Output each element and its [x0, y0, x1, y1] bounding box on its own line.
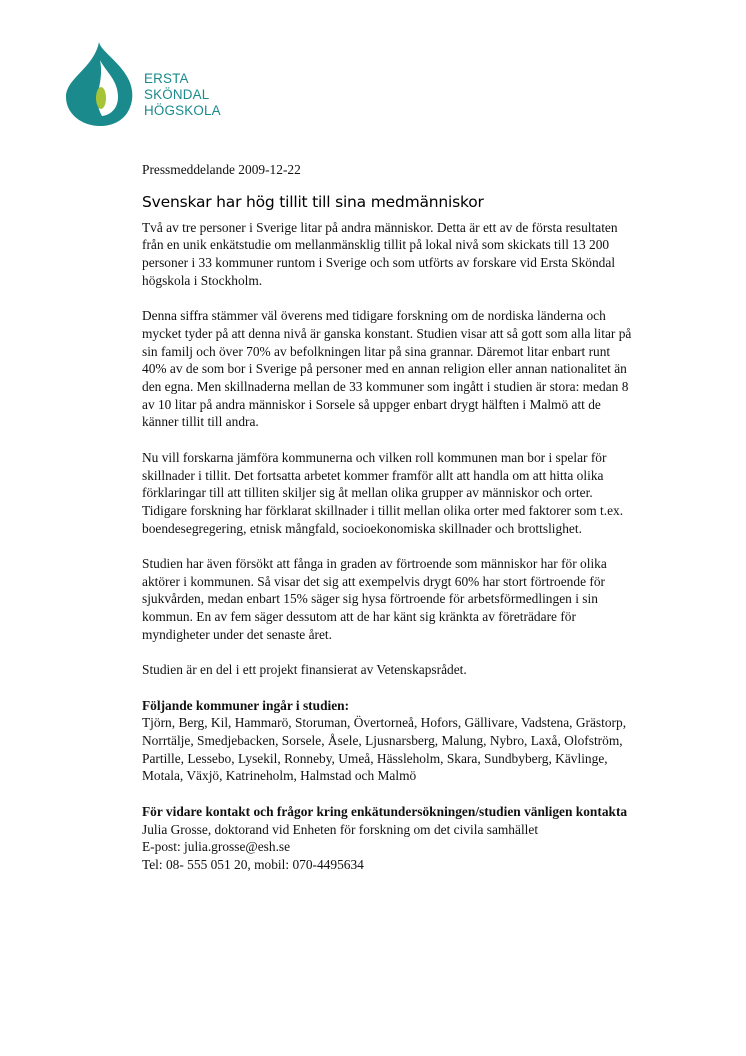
- paragraph-4: Studien har även försökt att fånga in graden av förtroende som människor har för olika aktörer i kommunen. Så visar det sig att exempelvis drygt 60% har stort förtroende för sjukvården, medan enbart 15% säger sig hysa förtroende för arbetsförmedlingen i sin kommun. En av fem säger dessutom att de har känt sig kränkta av företrädare för myndigheter under det senaste året.: [142, 556, 607, 642]
- press-release-body: [142, 161, 632, 891]
- contact-heading: För vidare kontakt och frågor kring enkätundersökningen/studien vänligen kontakta: [142, 803, 628, 819]
- paragraph-5: Studien är en del i ett projekt finansierat av Vetenskapsrådet.: [142, 662, 467, 678]
- logo-line-1: ERSTA: [144, 71, 189, 86]
- contact-section: [142, 803, 632, 874]
- contact-phone: Tel: 08- 555 051 20, mobil: 070-4495634: [142, 856, 364, 872]
- municipalities-section: [142, 697, 632, 786]
- municipalities-heading: Följande kommuner ingår i studien:: [142, 697, 350, 713]
- municipalities-list: Tjörn, Berg, Kil, Hammarö, Storuman, Övertorneå, Hofors, Gällivare, Vadstena, Grästorp, Norrtälje, Smedjebacken, Sorsele, Åsele, Ljusnarsberg, Malung, Nybro, Laxå, Olofström, Partille, Lessebo, Lysekil, Ronneby, Umeå, Hässleholm, Skara, Sundbyberg, Kävlinge, Motala, Växjö, Katrineholm, Halmstad och Malmö: [142, 715, 627, 784]
- paragraph-3: Nu vill forskarna jämföra kommunerna och vilken roll kommunen man bor i spelar för skillnader i tillit. Det fortsatta arbetet kommer framför allt att handla om att hitta olika förklaringar till att tilliten skiljer sig åt mellan olika grupper av människor och orter. Tidigare forskning har förklarat skillnader i tillit mellan olika orter med faktorer som t.ex. boendesegregering, etnisk mångfald, socioekonomiska skillnader och brottslighet.: [142, 449, 624, 536]
- paragraph-1: Två av tre personer i Sverige litar på andra människor. Detta är ett av de första resultaten från en unik enkätstudie om mellanmänsklig tillit på lokal nivå som skickats till 13 200 personer i 33 kommuner runtom i Sverige och som utförts av forskare vid Ersta Sköndal högskola i Stockholm.: [142, 219, 618, 288]
- logo-line-3: HÖGSKOLA: [144, 103, 221, 118]
- contact-email: E-post: julia.grosse@esh.se: [142, 839, 291, 855]
- press-release-date: Pressmeddelande 2009-12-22: [142, 162, 301, 177]
- headline: Svenskar har hög tillit till sina medmänniskor: [142, 192, 484, 211]
- logo-wordmark: [144, 71, 221, 119]
- logo-line-2: SKÖNDAL: [144, 87, 210, 102]
- university-logo: [66, 42, 236, 128]
- drop-logo-icon: [66, 42, 136, 128]
- contact-person: Julia Grosse, doktorand vid Enheten för forskning om det civila samhället: [142, 821, 539, 837]
- paragraph-2: Denna siffra stämmer väl överens med tidigare forskning om de nordiska länderna och mycket tyder på att denna nivå är ganska konstant. Studien visar att så gott som alla litar på sin familj och över 70% av befolkningen litar på sina grannar. Däremot litar enbart runt 40% av de som bor i Sverige på personer med en annan religion eller annan nationalitet än den egna. Men skillnaderna mellan de 33 kommuner som ingått i studien är stora: medan 8 av 10 litar på andra människor i Sorsele så uppger enbart drygt hälften i Malmö att de känner tillit till andra.: [142, 308, 632, 430]
